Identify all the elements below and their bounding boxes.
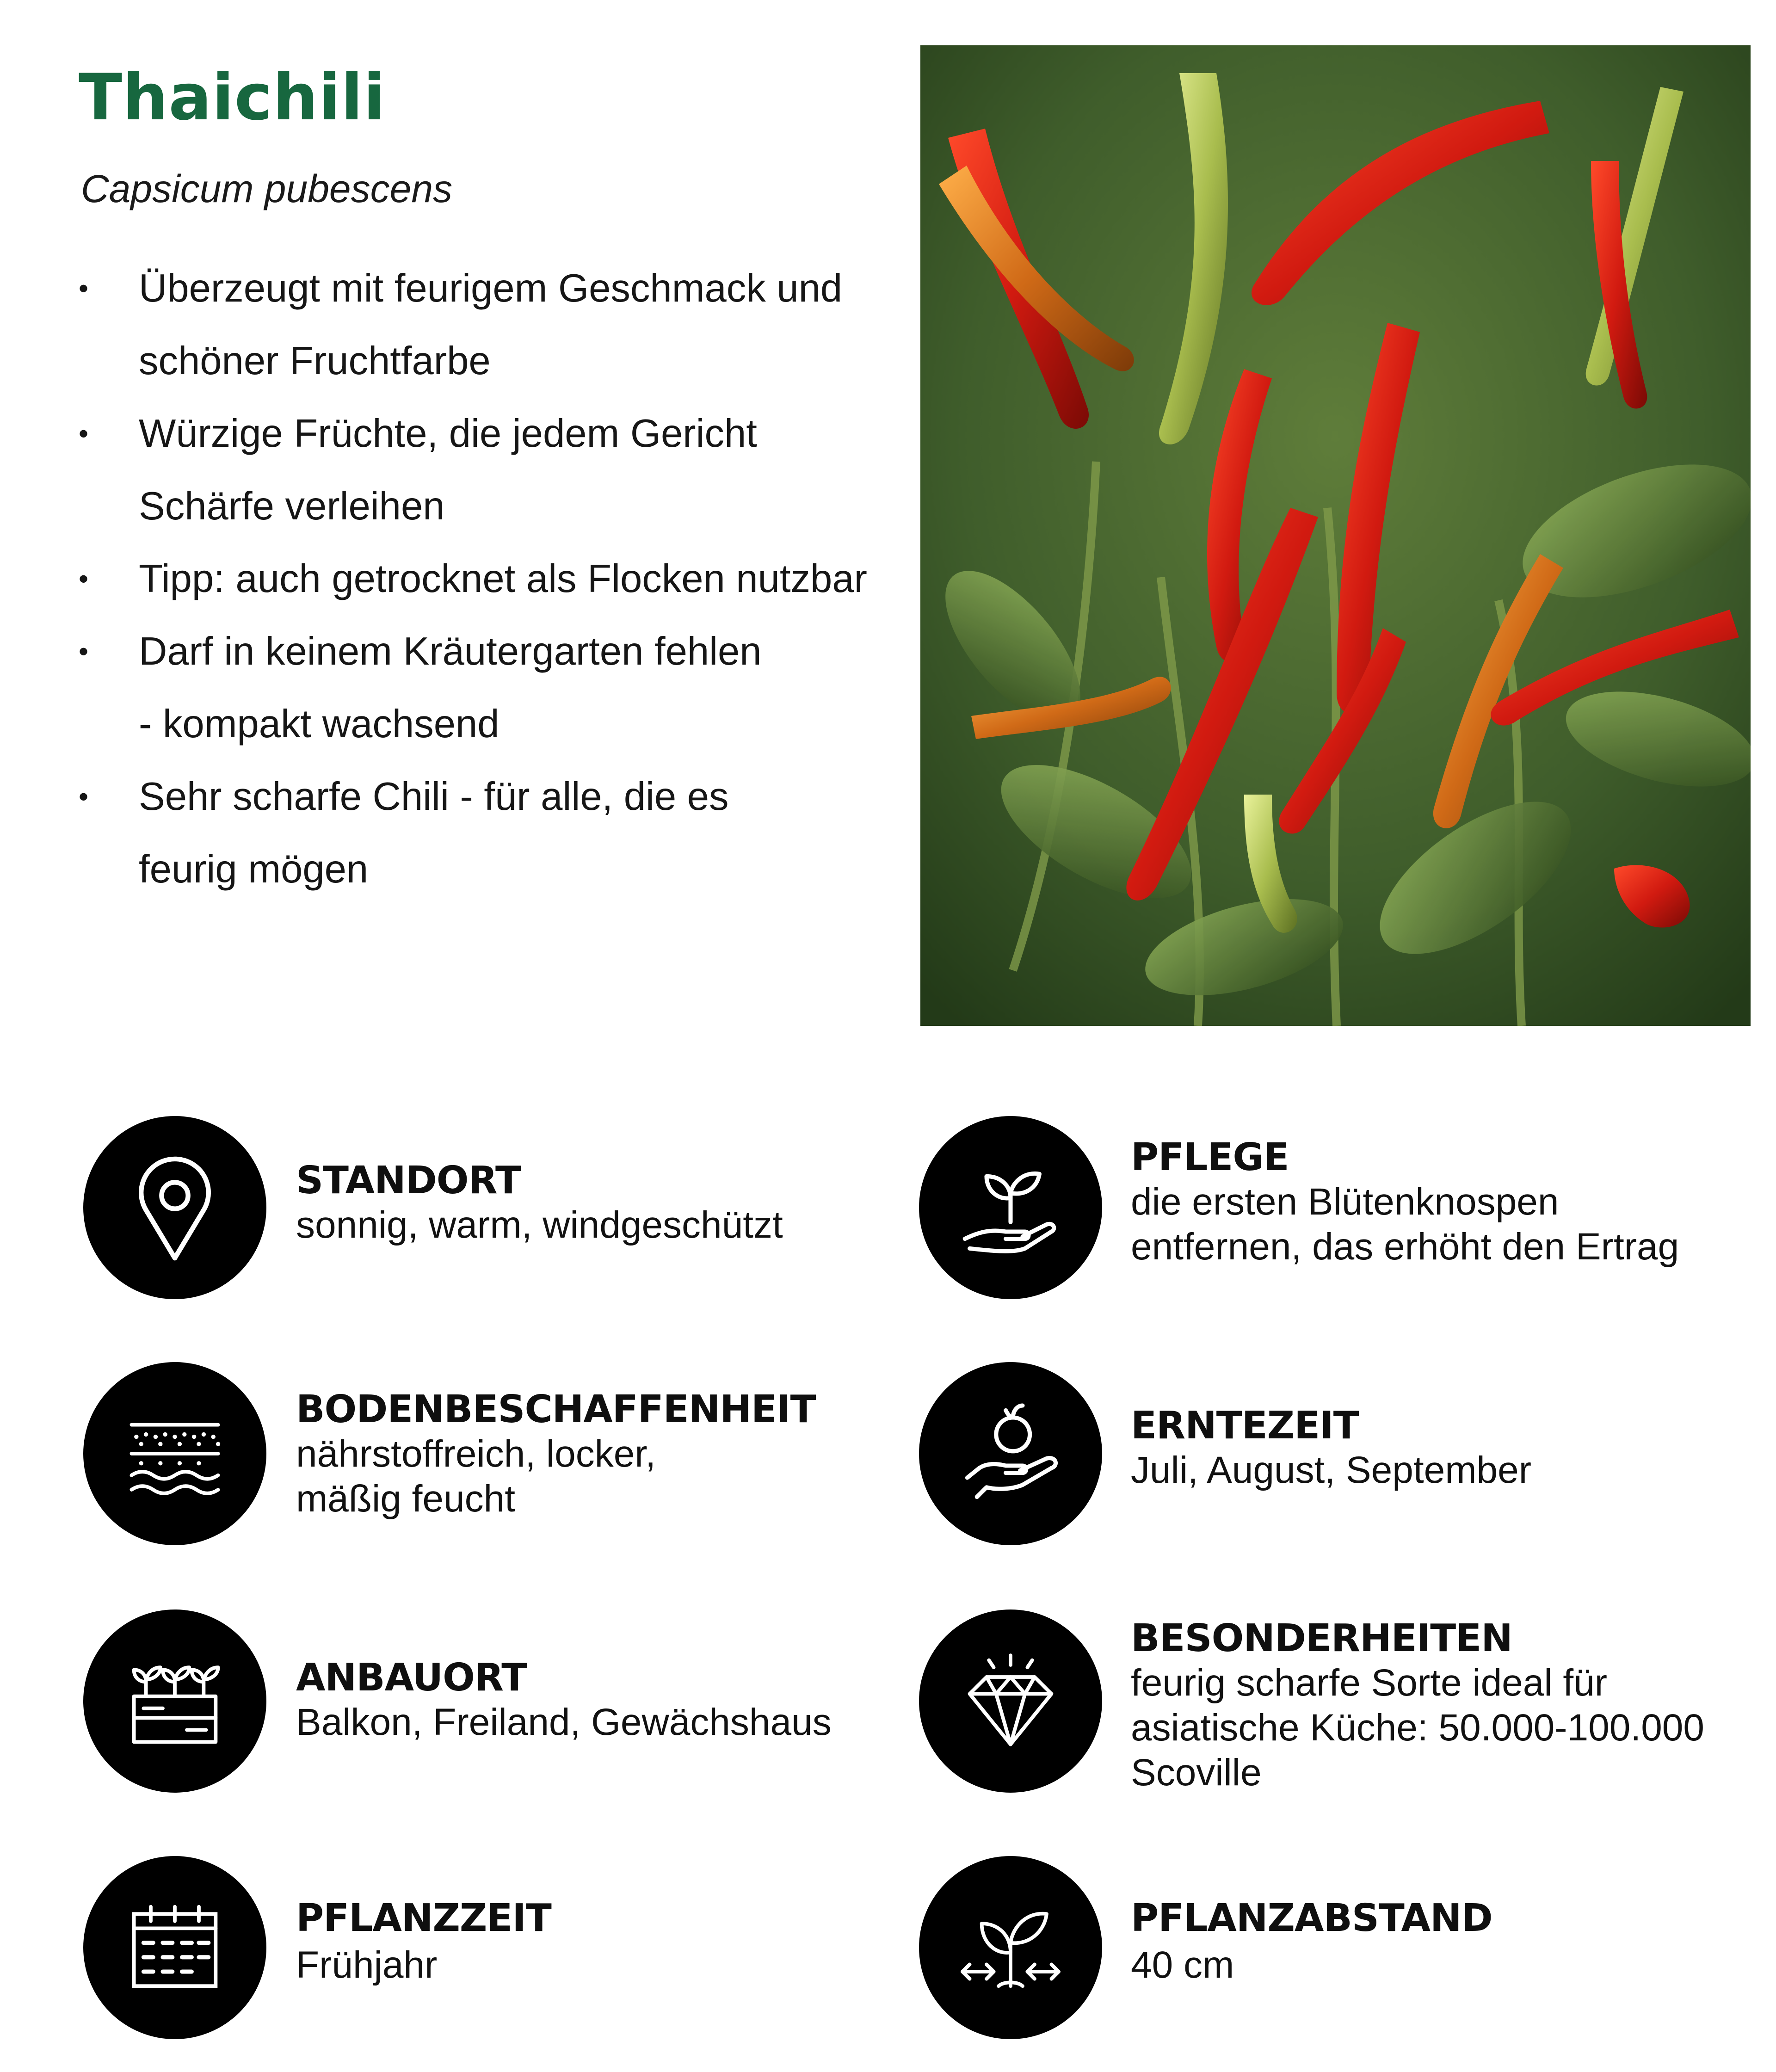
feature-item: • Tipp: auch getrocknet als Flocken nutzbar xyxy=(79,543,893,615)
hand-seedling-icon xyxy=(919,1116,1102,1299)
pflanzabstand-label: PFLANZABSTAND xyxy=(1131,1896,1492,1940)
anbauort-label: ANBAUORT xyxy=(296,1656,527,1700)
calendar-icon xyxy=(83,1856,266,2039)
chili-plant-photo xyxy=(920,45,1751,1026)
pflanzzeit-value: Frühjahr xyxy=(296,1944,438,1986)
product-title: Thaichili xyxy=(79,60,386,135)
erntezeit-value: Juli, August, September xyxy=(1131,1449,1532,1491)
pflege-label: PFLEGE xyxy=(1131,1135,1289,1179)
location-pin-icon xyxy=(83,1116,266,1299)
feature-list xyxy=(79,252,893,906)
feature-item: • Darf in keinem Kräutergarten fehlen - kompakt wachsend xyxy=(79,615,893,760)
boden-label: BODENBESCHAFFENHEIT xyxy=(296,1388,816,1431)
standort-value: sonnig, warm, windgeschützt xyxy=(296,1204,783,1246)
pflanzzeit-label: PFLANZZEIT xyxy=(296,1896,551,1940)
hand-fruit-icon xyxy=(919,1362,1102,1545)
anbauort-value: Balkon, Freiland, Gewächshaus xyxy=(296,1701,832,1743)
erntezeit-label: ERNTEZEIT xyxy=(1131,1404,1359,1448)
besonderheiten-value: feurig scharfe Sorte ideal für asiatische Küche: 50.000-100.000 Scoville xyxy=(1131,1662,1705,1794)
boden-value: nährstoffreich, locker, mäßig feucht xyxy=(296,1433,656,1520)
soil-layers-icon xyxy=(83,1362,266,1545)
feature-item: • Würzige Früchte, die jedem Gericht Schärfe verleihen xyxy=(79,397,893,543)
plant-spacing-icon xyxy=(919,1856,1102,2039)
feature-item: • Sehr scharfe Chili - für alle, die es feurig mögen xyxy=(79,760,893,906)
diamond-icon xyxy=(919,1610,1102,1793)
planter-box-icon xyxy=(83,1610,266,1793)
pflege-value: die ersten Blütenknospen entfernen, das erhöht den Ertrag xyxy=(1131,1181,1679,1268)
besonderheiten-label: BESONDERHEITEN xyxy=(1131,1616,1512,1660)
standort-label: STANDORT xyxy=(296,1159,521,1202)
feature-item: • Überzeugt mit feurigem Geschmack und schöner Fruchtfarbe xyxy=(79,252,893,397)
latin-name: Capsicum pubescens xyxy=(81,167,453,210)
pflanzabstand-value: 40 cm xyxy=(1131,1944,1234,1986)
